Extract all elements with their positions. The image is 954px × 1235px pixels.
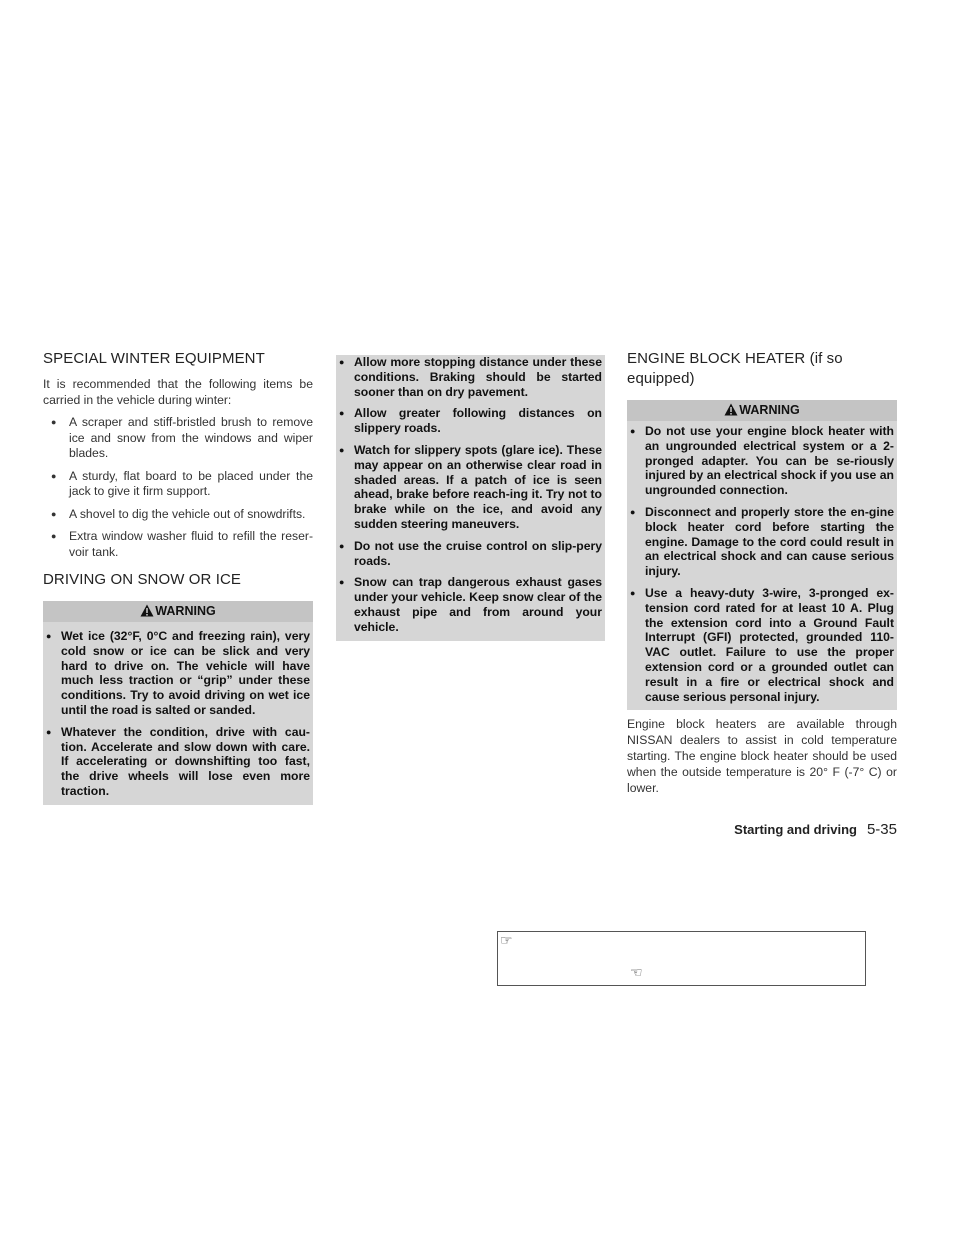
engine-heater-paragraph: Engine block heaters are available through NISSAN dealers to assist in cold temperature starting. The engine block heater should be used when the outside temperature is 20° F (-7° C) or lower. <box>627 717 897 796</box>
warning-list <box>43 629 310 799</box>
heading-special-winter-equipment: SPECIAL WINTER EQUIPMENT <box>43 350 265 367</box>
list-item: ● A sturdy, flat board to be placed under the jack to give it firm support. <box>43 469 313 500</box>
list-item: ● A shovel to dig the vehicle out of snowdrifts. <box>43 507 313 523</box>
heading-main: ENGINE BLOCK HEATER <box>627 350 806 367</box>
warning-box <box>627 400 897 710</box>
warning-header <box>43 601 313 622</box>
heading-driving-on-snow: DRIVING ON SNOW OR ICE <box>43 571 242 588</box>
column-left <box>43 349 313 805</box>
equipment-list <box>43 415 313 560</box>
column-right <box>627 349 897 796</box>
warning-item: ● Wet ice (32°F, 0°C and freezing rain), very cold snow or ice can be slick and very hard to drive on. The vehicle will have much less traction or “grip” under these conditions. Try to avoid driving on wet ice until the road is salted or sanded. <box>43 629 310 718</box>
warning-item: ● Allow more stopping distance under these conditions. Braking should be started sooner than on dry pavement. <box>336 355 602 399</box>
section-title: Starting and driving <box>734 822 857 837</box>
warning-item: ● Snow can trap dangerous exhaust gases under your vehicle. Keep snow clear of the exhaust pipe and from around your vehicle. <box>336 575 602 634</box>
list-item: ● A scraper and stiff-bristled brush to remove ice and snow from the windows and wiper blades. <box>43 415 313 462</box>
page-footer <box>627 821 897 838</box>
pointing-hand-left-icon: ☜ <box>630 964 643 980</box>
warning-triangle-icon <box>724 402 738 422</box>
column-middle <box>336 352 605 641</box>
pointing-hand-right-icon: ☞ <box>500 932 513 948</box>
page-number: 5-35 <box>866 821 897 838</box>
warning-list <box>336 355 602 635</box>
warning-triangle-icon <box>140 603 154 623</box>
warning-item: ● Use a heavy-duty 3-wire, 3-pronged ex-tension cord rated for at least 10 A. Plug the extension cord into a Ground Fault Interrupt (GFI) protected, grounded 110-VAC outlet. Failure to use the proper extension cord or a grounded outlet can result in a fire or electrical shock and cause serious personal injury. <box>627 586 894 704</box>
warning-label: WARNING <box>739 403 800 417</box>
warning-box <box>43 601 313 805</box>
warning-item: ● Disconnect and properly store the en-gine block heater cord before starting the engine. Damage to the cord could result in an electrical shock and can cause serious injury. <box>627 505 894 579</box>
warning-item: ● Allow greater following distances on slippery roads. <box>336 406 602 436</box>
warning-item: ● Watch for slippery spots (glare ice). These may appear on an otherwise clear road in shaded areas. If a patch of ice is seen ahead, brake before reach-ing it. Try not to brake while on the ice, and avoid any sudden steering maneuvers. <box>336 443 602 532</box>
list-item: ● Extra window washer fluid to refill the reser-voir tank. <box>43 529 313 560</box>
heading-engine-block-heater <box>627 349 897 389</box>
heading-suffix: (if so equipped) <box>627 350 843 387</box>
warning-list <box>627 424 894 704</box>
warning-header <box>627 400 897 421</box>
warning-item: ● Whatever the condition, drive with cau-tion. Accelerate and slow down with care. If accelerating or downshifting too fast, the drive wheels will lose even more traction. <box>43 725 310 799</box>
warning-item: ● Do not use the cruise control on slip-pery roads. <box>336 539 602 569</box>
intro-paragraph: It is recommended that the following items be carried in the vehicle during winter: <box>43 377 313 407</box>
warning-box-continued <box>336 355 605 641</box>
warning-label: WARNING <box>155 604 216 618</box>
reference-box <box>497 931 866 986</box>
warning-item: ● Do not use your engine block heater with an ungrounded electrical system or a 2-pronged adapter. You can be se-riously injured by an electrical shock if you use an ungrounded connection. <box>627 424 894 498</box>
